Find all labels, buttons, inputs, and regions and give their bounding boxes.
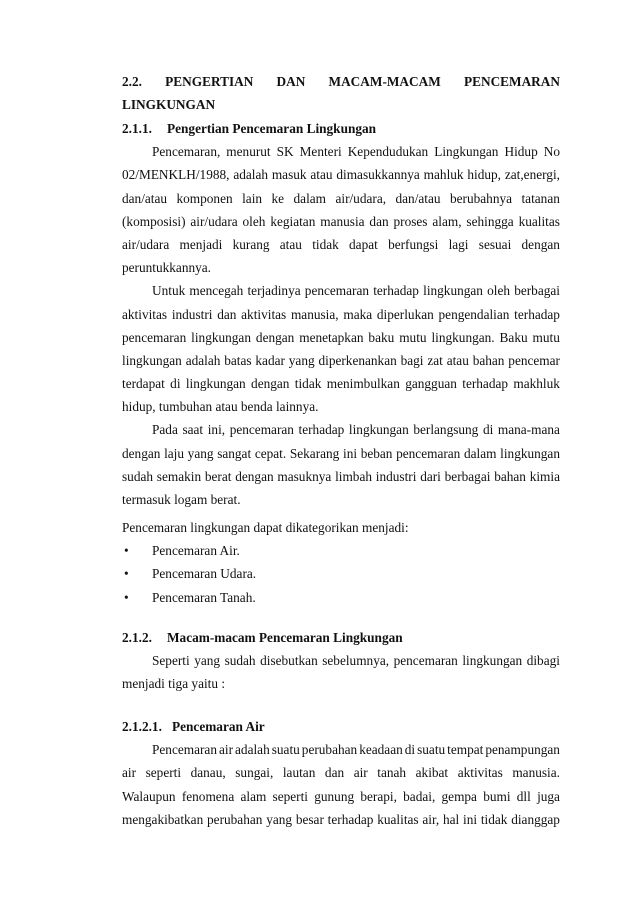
word: air, bbox=[422, 811, 440, 827]
word: masuknya bbox=[277, 468, 332, 484]
paragraph-line bbox=[122, 326, 560, 349]
word: laju bbox=[164, 445, 185, 461]
word: cepat. bbox=[254, 445, 287, 461]
word: mahluk bbox=[423, 167, 464, 183]
word: (komposisi) bbox=[122, 213, 186, 229]
paragraph-line bbox=[122, 738, 560, 761]
list-item-text: Pencemaran Tanah. bbox=[152, 589, 256, 605]
word: saat bbox=[182, 422, 204, 438]
word: lingkungan. bbox=[431, 329, 495, 345]
word: lingkungan bbox=[462, 653, 523, 669]
word: atau bbox=[279, 236, 302, 252]
paragraph-line bbox=[122, 210, 560, 233]
word: sebelumnya, bbox=[322, 653, 390, 669]
word: lingkungan bbox=[185, 376, 246, 392]
word: di bbox=[404, 742, 416, 758]
word: maka bbox=[343, 306, 373, 322]
word: berat bbox=[204, 468, 232, 484]
word: pengendalian bbox=[438, 306, 510, 322]
word: kegiatan bbox=[270, 213, 316, 229]
subsection-heading-2-1-1 bbox=[122, 117, 560, 140]
word: diperlukan bbox=[376, 306, 434, 322]
word: oleh bbox=[242, 213, 266, 229]
word: gangguan bbox=[405, 376, 457, 392]
paragraph-line bbox=[122, 349, 560, 372]
word: dengan bbox=[255, 329, 295, 345]
word: ini bbox=[463, 811, 478, 827]
word: sungai, bbox=[235, 765, 274, 781]
word: badai, bbox=[403, 788, 436, 804]
paragraph-line: termasuk logam berat. bbox=[122, 492, 241, 507]
word: industri bbox=[171, 306, 213, 322]
word: dengan bbox=[122, 445, 161, 461]
word: dan bbox=[217, 306, 237, 322]
word: baku bbox=[368, 329, 395, 345]
word: bumi bbox=[483, 788, 511, 804]
section-heading-line1 bbox=[122, 70, 560, 93]
paragraph-line bbox=[122, 163, 560, 186]
word: terjadinya bbox=[247, 283, 301, 299]
word: seperti bbox=[272, 788, 308, 804]
heading-word: DAN bbox=[276, 74, 306, 89]
word: suatu bbox=[271, 742, 300, 758]
paragraph-line bbox=[122, 761, 560, 784]
paragraph-line bbox=[122, 649, 560, 672]
word: industri bbox=[375, 468, 417, 484]
word: 02/MENKLH/1988, bbox=[122, 167, 230, 183]
word: air/udara bbox=[122, 236, 170, 252]
word: tempat bbox=[447, 742, 484, 758]
word: Walaupun bbox=[122, 788, 176, 804]
word: di bbox=[170, 376, 181, 392]
subsection-number: 2.1.1. bbox=[122, 121, 152, 136]
word: air bbox=[218, 742, 234, 758]
paragraph-line: hidup, tumbuhan atau benda lainnya. bbox=[122, 399, 319, 415]
word: terhadap bbox=[514, 306, 560, 322]
word: lingkungan bbox=[191, 329, 251, 345]
word: diperkenankan bbox=[318, 352, 397, 368]
section-heading bbox=[122, 70, 560, 116]
word: mencegah bbox=[189, 283, 244, 299]
word: beban bbox=[360, 445, 393, 461]
word: terdapat bbox=[122, 376, 165, 392]
word: manusia. bbox=[512, 765, 560, 781]
word: akibat bbox=[415, 765, 449, 781]
body-block-1 bbox=[122, 117, 560, 511]
word: tanah bbox=[377, 765, 407, 781]
paragraph-line bbox=[122, 140, 560, 163]
word: mutu bbox=[399, 329, 427, 345]
subsection-number: 2.1.2. bbox=[122, 630, 152, 645]
word: Seperti bbox=[152, 653, 190, 669]
paragraph-line: menjadi tiga yaitu : bbox=[122, 676, 226, 692]
word: tidak bbox=[294, 376, 322, 392]
word: menetapkan bbox=[299, 329, 364, 345]
word: aktivitas bbox=[457, 765, 503, 781]
body-block-3 bbox=[122, 715, 560, 831]
word: kimia bbox=[529, 468, 560, 484]
word: kualitas bbox=[518, 213, 560, 229]
word: mengakibatkan bbox=[122, 811, 204, 827]
list-item-text: Pencemaran Udara. bbox=[152, 566, 257, 582]
word: hidup, bbox=[467, 167, 502, 183]
subsection-title: Macam-macam Pencemaran Lingkungan bbox=[167, 630, 403, 645]
word: kualitas bbox=[377, 811, 419, 827]
list-item bbox=[122, 562, 560, 585]
word: kurang bbox=[232, 236, 270, 252]
word: sehingga bbox=[466, 213, 514, 229]
word: air/udara bbox=[190, 213, 238, 229]
word: alam bbox=[240, 788, 267, 804]
word: juga bbox=[537, 788, 560, 804]
word: Sekarang bbox=[289, 445, 340, 461]
word: zat,energi, bbox=[504, 167, 560, 183]
subsection-title: Pencemaran Air bbox=[172, 719, 265, 734]
word: dalam bbox=[464, 445, 497, 461]
word: mana-mana bbox=[497, 422, 560, 438]
paragraph-line bbox=[122, 279, 560, 302]
list-item bbox=[122, 586, 560, 609]
word: Lingkungan bbox=[434, 144, 499, 160]
categories-intro: Pencemaran lingkungan dapat dikategorikan menjadi: bbox=[122, 520, 409, 535]
word: dan bbox=[324, 765, 345, 781]
word: air/udara, bbox=[335, 190, 387, 206]
word: batas bbox=[224, 352, 252, 368]
word: makhluk bbox=[513, 376, 560, 392]
word: dan/atau bbox=[395, 190, 441, 206]
word: terhadap bbox=[373, 283, 419, 299]
list-item bbox=[122, 539, 560, 562]
word: atau bbox=[310, 167, 333, 183]
word: menimbulkan bbox=[326, 376, 400, 392]
word: berlangsung bbox=[413, 422, 479, 438]
word: besar bbox=[295, 811, 324, 827]
categories-block bbox=[122, 516, 560, 609]
paragraph-line bbox=[122, 233, 560, 256]
body-block-2 bbox=[122, 626, 560, 696]
word: dengan bbox=[251, 376, 290, 392]
word: berfungsi bbox=[388, 236, 439, 252]
word: Pada bbox=[152, 422, 178, 438]
word: tidak bbox=[312, 236, 339, 252]
word: menjadi bbox=[179, 236, 223, 252]
word: lingkungan bbox=[122, 352, 182, 368]
paragraph-line bbox=[122, 303, 560, 326]
word: No bbox=[543, 144, 560, 160]
word: sudah bbox=[224, 653, 256, 669]
word: yang bbox=[266, 811, 293, 827]
word: Pencemaran bbox=[152, 742, 217, 758]
heading-word: PENGERTIAN bbox=[165, 74, 254, 89]
word: terhadap bbox=[298, 422, 345, 438]
word: manusia bbox=[320, 213, 365, 229]
word: dengan bbox=[235, 468, 274, 484]
paragraph-line bbox=[122, 808, 560, 831]
word: ini bbox=[343, 445, 358, 461]
word: gunung bbox=[314, 788, 355, 804]
word: semakin bbox=[156, 468, 202, 484]
word: lingkungan bbox=[500, 445, 560, 461]
word: seperti bbox=[145, 765, 182, 781]
word: dianggap bbox=[511, 811, 560, 827]
section-heading-line2: LINGKUNGAN bbox=[122, 97, 216, 113]
word: ke bbox=[271, 190, 285, 206]
word: masuk bbox=[271, 167, 307, 183]
word: dll bbox=[516, 788, 531, 804]
word: suatu bbox=[417, 742, 446, 758]
word: adalah bbox=[185, 352, 221, 368]
word: lingkungan bbox=[423, 283, 483, 299]
word: hal bbox=[442, 811, 460, 827]
word: gempa bbox=[441, 788, 477, 804]
word: bagi bbox=[400, 352, 424, 368]
word: lagi bbox=[448, 236, 469, 252]
word: berbagai bbox=[444, 468, 491, 484]
paragraph-line bbox=[122, 442, 560, 465]
word: yang bbox=[194, 653, 221, 669]
word: dengan bbox=[521, 236, 560, 252]
subsection-heading-2-1-2 bbox=[122, 626, 560, 649]
paragraph-line bbox=[122, 418, 560, 441]
heading-word: PENCEMARAN bbox=[463, 74, 560, 89]
word: alam, bbox=[432, 213, 462, 229]
word: berubahnya bbox=[450, 190, 513, 206]
word: lain bbox=[242, 190, 263, 206]
word: keadaan bbox=[359, 742, 403, 758]
word: di bbox=[482, 422, 494, 438]
word: bahan bbox=[472, 352, 505, 368]
word: disebutkan bbox=[260, 653, 318, 669]
word: fenomena bbox=[181, 788, 235, 804]
word: aktivitas bbox=[241, 306, 287, 322]
word: aktivitas bbox=[122, 306, 168, 322]
word: tatanan bbox=[521, 190, 560, 206]
word: adalah bbox=[235, 742, 270, 758]
word: perubahan bbox=[301, 742, 358, 758]
subsection-title: Pengertian Pencemaran Lingkungan bbox=[167, 121, 377, 136]
word: berbagai bbox=[514, 283, 560, 299]
word: zat bbox=[427, 352, 443, 368]
word: pencemaran bbox=[393, 653, 458, 669]
word: danau, bbox=[190, 765, 226, 781]
word: oleh bbox=[487, 283, 511, 299]
subsection-number: 2.1.2.1. bbox=[122, 719, 162, 734]
word: yang bbox=[288, 352, 315, 368]
word: dimasukkannya bbox=[336, 167, 420, 183]
section-number: 2.2. bbox=[122, 74, 142, 89]
paragraph-line bbox=[122, 187, 560, 210]
word: Menteri bbox=[299, 144, 342, 160]
word: air bbox=[122, 765, 137, 781]
subsection-heading-2-1-2-1 bbox=[122, 715, 560, 738]
word: dan bbox=[369, 213, 389, 229]
word: dapat bbox=[349, 236, 378, 252]
word: limbah bbox=[335, 468, 373, 484]
word: pencemaran bbox=[304, 283, 370, 299]
word: pencemaran bbox=[396, 445, 461, 461]
word: air bbox=[353, 765, 368, 781]
word: lingkungan bbox=[348, 422, 409, 438]
paragraph-line bbox=[122, 372, 560, 395]
heading-word: MACAM-MACAM bbox=[328, 74, 441, 89]
word: pencemar bbox=[508, 352, 560, 368]
word: terhadap bbox=[327, 811, 374, 827]
word: dari bbox=[420, 468, 441, 484]
word: terhadap bbox=[462, 376, 509, 392]
word: ini, bbox=[207, 422, 226, 438]
word: sudah bbox=[122, 468, 154, 484]
word: Hidup bbox=[504, 144, 538, 160]
word: SK bbox=[276, 144, 294, 160]
word: perubahan bbox=[207, 811, 263, 827]
word: menurut bbox=[226, 144, 271, 160]
word: Baku bbox=[499, 329, 528, 345]
paragraph-line bbox=[122, 785, 560, 808]
word: mutu bbox=[532, 329, 560, 345]
word: dibagi bbox=[526, 653, 560, 669]
word: pencemaran bbox=[229, 422, 294, 438]
paragraph-line bbox=[122, 465, 560, 488]
word: tidak bbox=[480, 811, 508, 827]
word: berapi, bbox=[360, 788, 397, 804]
word: dan/atau bbox=[122, 190, 168, 206]
word: dalam bbox=[293, 190, 327, 206]
word: Kependudukan bbox=[347, 144, 429, 160]
word: bahan bbox=[494, 468, 526, 484]
word: manusia, bbox=[290, 306, 339, 322]
bullet-icon: • bbox=[124, 543, 129, 559]
word: Untuk bbox=[152, 283, 186, 299]
word: komponen bbox=[176, 190, 233, 206]
word: sesuai bbox=[478, 236, 512, 252]
word: lautan bbox=[282, 765, 316, 781]
word: pencemaran bbox=[122, 329, 187, 345]
list-item-text: Pencemaran Air. bbox=[152, 543, 240, 559]
word: penampungan bbox=[485, 742, 560, 758]
word: sangat bbox=[217, 445, 252, 461]
paragraph-line: peruntukkannya. bbox=[122, 260, 211, 276]
word: Pencemaran, bbox=[152, 144, 221, 160]
word: atau bbox=[446, 352, 469, 368]
bullet-icon: • bbox=[124, 589, 129, 605]
word: yang bbox=[187, 445, 214, 461]
word: proses bbox=[393, 213, 428, 229]
bullet-icon: • bbox=[124, 566, 129, 582]
word: kadar bbox=[255, 352, 285, 368]
word: adalah bbox=[233, 167, 269, 183]
